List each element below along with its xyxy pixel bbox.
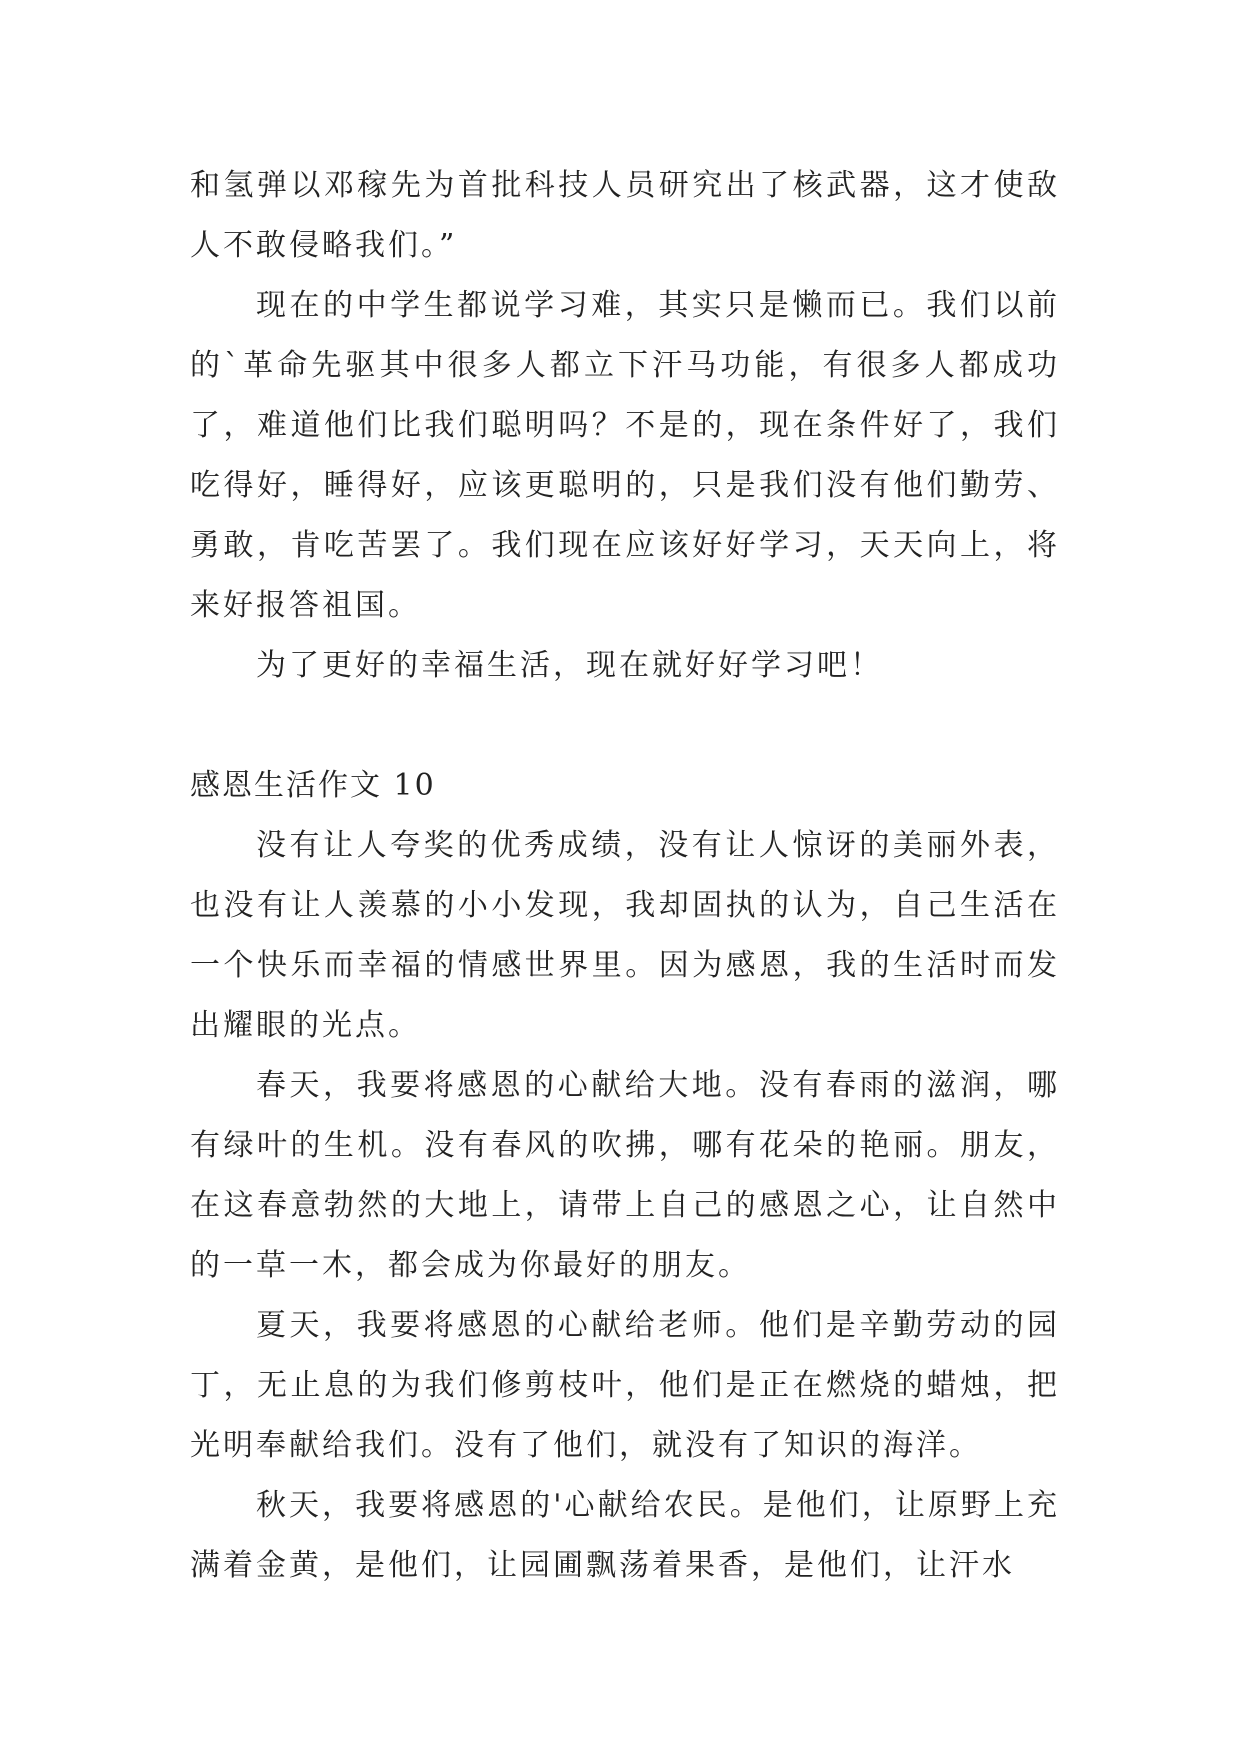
paragraph: 为了更好的幸福生活，现在就好好学习吧！ xyxy=(256,648,883,683)
document-body xyxy=(190,156,1060,1596)
paragraph: 春天，我要将感恩的心献给大地。没有春雨的滋润，哪有绿叶的生机。没有春风的吹拂，哪有花朵的艳丽。朋友，在这春意勃然的大地上，请带上自己的感恩之心，让自然中的一草一木，都会成为你最好的朋友。 xyxy=(190,1068,1060,1283)
paragraph: 夏天，我要将感恩的心献给老师。他们是辛勤劳动的园丁，无止息的为我们修剪枝叶，他们是正在燃烧的蜡烛，把光明奉献给我们。没有了他们，就没有了知识的海洋。 xyxy=(190,1308,1060,1463)
section-heading: 感恩生活作文 10 xyxy=(190,768,436,803)
paragraph: 秋天，我要将感恩的'心献给农民。是他们，让原野上充满着金黄，是他们，让园圃飘荡着果香，是他们，让汗水 xyxy=(190,1488,1060,1583)
paragraph: 没有让人夸奖的优秀成绩，没有让人惊讶的美丽外表，也没有让人羡慕的小小发现，我却固执的认为，自己生活在一个快乐而幸福的情感世界里。因为感恩，我的生活时而发出耀眼的光点。 xyxy=(190,828,1060,1043)
paragraph: 和氢弹以邓稼先为首批科技人员研究出了核武器，这才使敌人不敢侵略我们。” xyxy=(190,168,1060,263)
paragraph: 现在的中学生都说学习难，其实只是懒而已。我们以前的`革命先驱其中很多人都立下汗马功能，有很多人都成功了，难道他们比我们聪明吗？不是的，现在条件好了，我们吃得好，睡得好，应该更聪明的，只是我们没有他们勤劳、勇敢，肯吃苦罢了。我们现在应该好好学习，天天向上，将来好报答祖国。 xyxy=(190,288,1060,623)
